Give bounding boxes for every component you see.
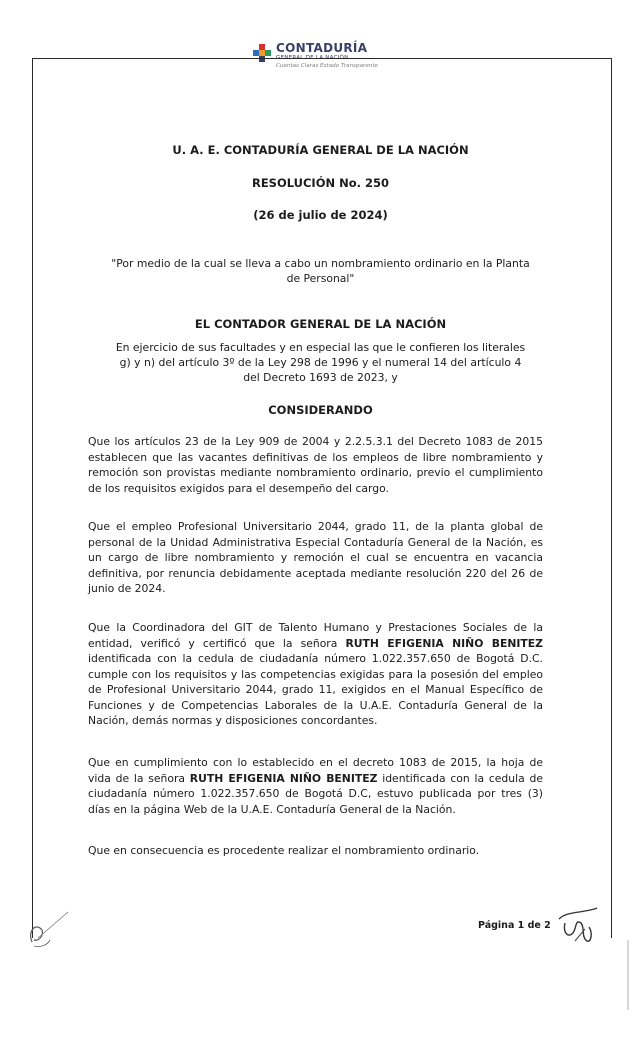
initials-signature-icon [24,908,74,952]
logo-name: CONTADURÍA [276,41,368,55]
entity-heading: U. A. E. CONTADURÍA GENERAL DE LA NACIÓN [172,143,469,157]
logo-tagline: Cuentas Claras Estado Transparente [276,62,378,69]
resolution-number: RESOLUCIÓN No. 250 [251,176,390,190]
paragraph-3 [88,620,543,729]
appointee-name: RUTH EFIGENIA NIÑO BENITEZ [345,636,543,650]
paragraph-2: Que el empleo Profesional Universitario 2044, grado 11, de la planta global de personal de la Unidad Administrativa Especial Contaduría General de la Nación, es un cargo de libre nombramiento y remoción el cual se encuentra en vacancia definitiva, por renuncia debidamente aceptada mediante resolución 220 del 26 de junio de 2024. [88,520,543,595]
page-number: Página 1 de 2 [478,920,551,931]
powers-statement [88,340,553,385]
paragraph-4 [88,755,543,817]
paragraph-1: Que los artículos 23 de la Ley 909 de 2004 y 2.2.5.3.1 del Decreto 1083 de 2015 establecen que las vacantes definitivas de los empleos de libre nombramiento y remoción son provistas mediante nombramiento ordinario, previo el cumplimiento de los requisitos exigidos para el desempeño del cargo. [88,435,543,495]
signature-icon [555,903,599,949]
subject-line-1: "Por medio de la cual se lleva a cabo un nombramiento ordinario en la Planta [111,257,530,270]
paragraph-5: Que en consecuencia es procedente realizar el nombramiento ordinario. [88,844,480,857]
logo-subtitle: GENERAL DE LA NACIÓN [276,55,349,61]
resolution-date: (26 de julio de 2024) [253,208,388,222]
powers-line-1: En ejercicio de sus facultades y en especial las que le confieren los literales [115,341,526,354]
authority-heading: EL CONTADOR GENERAL DE LA NACIÓN [194,317,447,331]
paragraph-4-text-a: Que en cumplimiento con lo establecido en el decreto 1083 de 2015, la hoja de vida de la señora [88,756,543,785]
scan-edge [627,940,629,1010]
paragraph-3-text-a: Que la Coordinadora del GIT de Talento Humano y Prestaciones Sociales de la entidad, verificó y certificó que la señora [88,621,543,650]
resolution-subject [88,256,553,286]
appointee-name-repeat: RUTH EFIGENIA NIÑO BENITEZ [189,771,378,785]
powers-line-2: g) y n) del artículo 3º de la Ley 298 de 1996 y el numeral 14 del artículo 4 [119,356,522,369]
paragraph-3-text-b: identificada con la cedula de ciudadanía número 1.022.357.650 de Bogotá D.C. cumple con los requisitos y las competencias exigidas para la posesión del empleo de Profesional Universitario 2044, grado 11, exigidos en el Manual Específico de Funciones y de Competencias Laborales de la U.A.E. Contaduría General de la Nación, demás normas y disposiciones concordantes. [88,652,543,727]
considering-heading: CONSIDERANDO [268,403,373,417]
subject-line-2: de Personal" [286,272,355,285]
paragraph-4-text-b: identificada con la cedula de ciudadanía número 1.022.357.650 de Bogotá D.C, estuvo publicada por tres (3) días en la página Web de la U.A.E. Contaduría General de la Nación. [88,771,544,816]
powers-line-3: del Decreto 1693 de 2023, y [243,371,398,384]
